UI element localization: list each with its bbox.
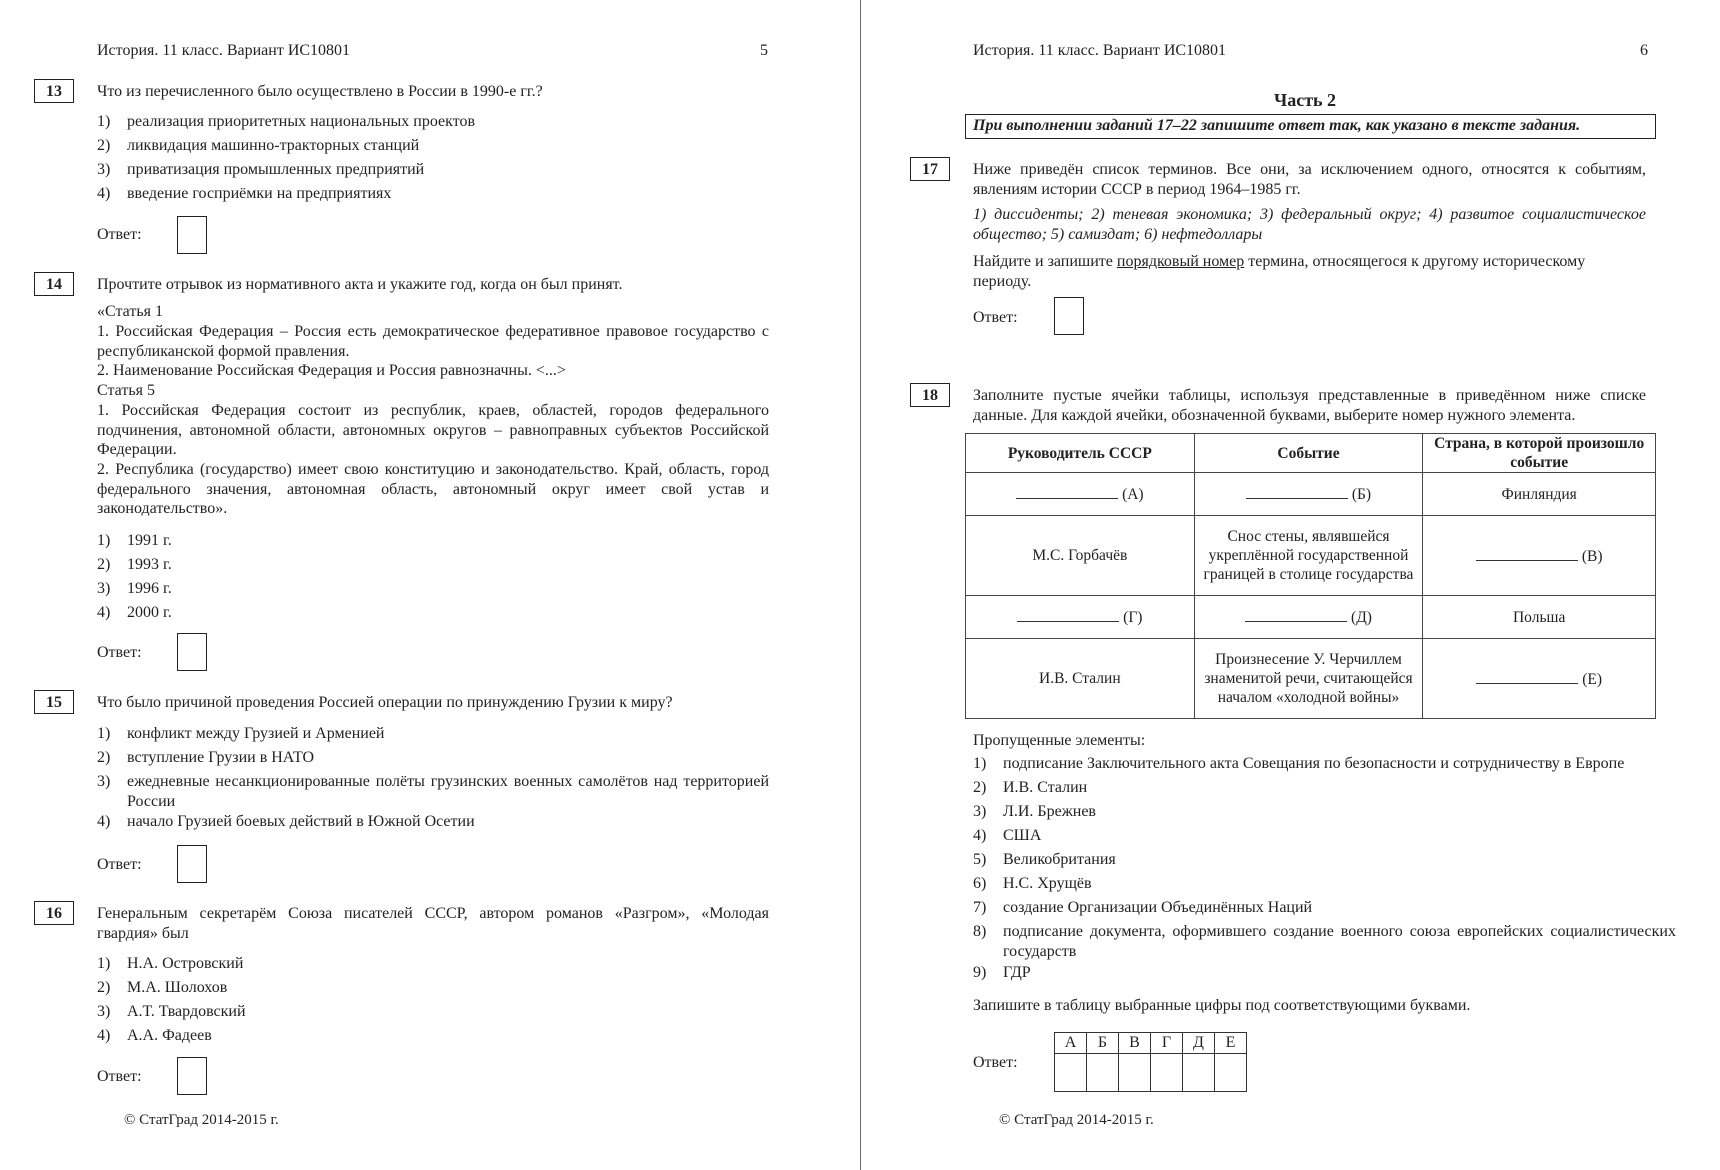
table-header: Страна, в которой произошло событие: [1423, 434, 1656, 473]
option-number: 2): [97, 749, 111, 766]
table-cell-blank[interactable]: [966, 473, 1195, 516]
excerpt-paragraph: 1. Российская Федерация состоит из республик, краев, областей, городов федерального подчинения, автономной области, автономных округов – равноправных субъектов Российской Федерации.: [97, 402, 769, 458]
table-cell: И.В. Сталин: [966, 639, 1195, 719]
q16-option-2[interactable]: [97, 978, 227, 998]
q13-option-4[interactable]: [97, 184, 391, 204]
item-number: 8): [973, 923, 987, 940]
option-text: А.Т. Твардовский: [127, 1003, 246, 1020]
question-number-18: 18: [910, 383, 950, 407]
page-header-title: История. 11 класс. Вариант ИС10801: [97, 42, 351, 59]
grid-letter: Б: [1087, 1033, 1119, 1054]
q15-option-1[interactable]: [97, 724, 384, 744]
item-text: И.В. Сталин: [1003, 779, 1088, 796]
grid-letter: Д: [1183, 1033, 1215, 1054]
question-number-17: 17: [910, 157, 950, 181]
footer-copyright: © СтатГрад 2014-2015 г.: [999, 1112, 1154, 1128]
option-number: 4): [97, 185, 111, 202]
option-text: Н.А. Островский: [127, 955, 244, 972]
answer-label: Ответ:: [97, 856, 142, 873]
item-text: подписание Заключительного акта Совещания по безопасности и сотрудничеству в Европе: [1003, 755, 1625, 772]
item-text: создание Организации Объединённых Наций: [1003, 899, 1313, 916]
grid-answer-cell[interactable]: [1055, 1054, 1087, 1092]
cell-letter: (Г): [1123, 609, 1143, 626]
q13-answer-box[interactable]: [177, 216, 207, 254]
footer-copyright: © СтатГрад 2014-2015 г.: [124, 1112, 279, 1128]
missing-item: [973, 898, 1312, 918]
option-text: вступление Грузии в НАТО: [127, 749, 315, 766]
q16-option-1[interactable]: [97, 954, 243, 974]
missing-item: [973, 850, 1116, 870]
excerpt-line: «Статья 1: [97, 303, 163, 320]
task-text: Найдите и запишите: [973, 253, 1117, 270]
question-17-text: Ниже приведён список терминов. Все они, за исключением одного, относятся к событиям, явлениям истории СССР в период 1964–1985 гг.: [973, 161, 1646, 198]
option-number: 2): [97, 137, 111, 154]
table-cell-blank[interactable]: [1423, 639, 1656, 719]
question-number-16: 16: [34, 901, 74, 925]
grid-answer-cell[interactable]: [1087, 1054, 1119, 1092]
grid-letter: Е: [1215, 1033, 1247, 1054]
missing-elements-title: Пропущенные элементы:: [973, 732, 1146, 749]
missing-item: [973, 778, 1087, 798]
option-number: 3): [97, 773, 111, 790]
answer-label: Ответ:: [97, 644, 142, 661]
option-number: 4): [97, 604, 111, 621]
excerpt-line: Статья 5: [97, 382, 155, 399]
answer-label: Ответ:: [973, 1054, 1018, 1071]
table-cell-blank[interactable]: [1194, 473, 1423, 516]
q14-answer-box[interactable]: [177, 633, 207, 671]
item-number: 9): [973, 964, 987, 981]
cell-letter: (Б): [1351, 486, 1372, 503]
question-number-13: 13: [34, 79, 74, 103]
question-number-15: 15: [34, 690, 74, 714]
option-number: 1): [97, 532, 111, 549]
table-row: [966, 473, 1656, 516]
cell-letter: (Е): [1582, 670, 1603, 688]
option-number: 2): [97, 556, 111, 573]
table-cell: Финляндия: [1423, 473, 1656, 516]
q16-option-4[interactable]: [97, 1026, 212, 1046]
page-divider: [860, 0, 861, 1170]
page-header-title: История. 11 класс. Вариант ИС10801: [973, 42, 1227, 59]
option-text: 1993 г.: [127, 556, 172, 573]
missing-item: [973, 754, 1676, 774]
grid-answer-cell[interactable]: [1119, 1054, 1151, 1092]
option-text: введение госприёмки на предприятиях: [127, 185, 392, 202]
option-number: 3): [97, 580, 111, 597]
question-17-terms: 1) диссиденты; 2) теневая экономика; 3) федеральный округ; 4) развитое социалистическое общество; 5) самиздат; 6) нефтедоллары: [973, 206, 1646, 243]
question-15-text: Что было причиной проведения Россией операции по принуждению Грузии к миру?: [97, 694, 673, 711]
part-title: Часть 2: [1274, 90, 1337, 110]
item-number: 6): [973, 875, 987, 892]
answer-grid[interactable]: [1054, 1032, 1247, 1092]
table-header: Событие: [1194, 434, 1423, 473]
option-number: 1): [97, 725, 111, 742]
item-text: США: [1003, 827, 1042, 844]
option-text: 2000 г.: [127, 604, 172, 621]
grid-letter: Г: [1151, 1033, 1183, 1054]
option-text: ежедневные несанкционированные полёты грузинских военных самолётов над территорией России: [127, 773, 769, 810]
q16-answer-box[interactable]: [177, 1057, 207, 1095]
question-13-text: Что из перечисленного было осуществлено в России в 1990-е гг.?: [97, 83, 543, 100]
item-text: подписание документа, оформившего создание военного союза европейских социалистических государств: [1003, 923, 1676, 960]
cell-letter: (Д): [1351, 609, 1372, 626]
item-text: Великобритания: [1003, 851, 1116, 868]
cell-letter: (В): [1581, 547, 1603, 565]
q15-option-3[interactable]: [97, 772, 769, 811]
item-number: 5): [973, 851, 987, 868]
option-number: 3): [97, 161, 111, 178]
task-underlined-text: порядковый номер: [1116, 253, 1245, 270]
q15-option-4[interactable]: [97, 812, 475, 832]
missing-item: [973, 963, 1031, 983]
table-cell-blank[interactable]: [1194, 596, 1423, 639]
missing-item: [973, 802, 1096, 822]
question-14-text: Прочтите отрывок из нормативного акта и укажите год, когда он был принят.: [97, 276, 623, 293]
option-text: реализация приоритетных национальных проектов: [127, 113, 476, 130]
excerpt-paragraph: 2. Республика (государство) имеет свою конституцию и законодательство. Край, область, город федерального значения, автономная область, автономный округ имеет свой устав и законодательство».: [97, 461, 769, 517]
item-number: 2): [973, 779, 987, 796]
table-row: [966, 639, 1656, 719]
instruction-box: При выполнении заданий 17–22 запишите ответ так, как указано в тексте задания.: [965, 114, 1656, 139]
table-cell: Польша: [1423, 596, 1656, 639]
item-text: ГДР: [1003, 964, 1031, 981]
q15-answer-box[interactable]: [177, 845, 207, 883]
option-number: 4): [97, 813, 111, 830]
option-number: 2): [97, 979, 111, 996]
write-instruction: Запишите в таблицу выбранные цифры под соответствующими буквами.: [973, 997, 1471, 1014]
item-number: 1): [973, 755, 987, 772]
q13-option-1[interactable]: [97, 112, 475, 132]
option-number: 1): [97, 955, 111, 972]
missing-item: [973, 826, 1041, 846]
answer-label: Ответ:: [97, 1068, 142, 1085]
item-text: Л.И. Брежнев: [1003, 803, 1096, 820]
q13-option-3[interactable]: [97, 160, 424, 180]
grid-answer-cell[interactable]: [1183, 1054, 1215, 1092]
table-cell: Произнесение У. Черчиллем знаменитой речи, считающейся началом «холодной войны»: [1194, 639, 1423, 719]
table-row: [966, 596, 1656, 639]
option-text: 1991 г.: [127, 532, 172, 549]
item-number: 3): [973, 803, 987, 820]
q15-option-2[interactable]: [97, 748, 314, 768]
option-number: 3): [97, 1003, 111, 1020]
table-header: Руководитель СССР: [966, 434, 1195, 473]
table-row: [966, 516, 1656, 596]
q13-option-2[interactable]: [97, 136, 419, 156]
grid-answer-cell[interactable]: [1215, 1054, 1247, 1092]
table-cell-blank[interactable]: [966, 596, 1195, 639]
option-text: приватизация промышленных предприятий: [127, 161, 425, 178]
missing-item: [973, 874, 1092, 894]
option-number: 1): [97, 113, 111, 130]
q17-answer-box[interactable]: [1054, 297, 1084, 335]
q14-option-3[interactable]: [97, 579, 172, 599]
item-number: 7): [973, 899, 987, 916]
option-text: ликвидация машинно-тракторных станций: [127, 137, 420, 154]
answer-label: Ответ:: [973, 309, 1018, 326]
q16-option-3[interactable]: [97, 1002, 246, 1022]
option-text: конфликт между Грузией и Арменией: [127, 725, 385, 742]
q14-option-4[interactable]: [97, 603, 172, 623]
grid-answer-cell[interactable]: [1151, 1054, 1183, 1092]
option-text: начало Грузией боевых действий в Южной Осетии: [127, 813, 475, 830]
q14-option-2[interactable]: [97, 555, 172, 575]
option-text: М.А. Шолохов: [127, 979, 228, 996]
option-text: А.А. Фадеев: [127, 1027, 212, 1044]
table-cell: М.С. Горбачёв: [966, 516, 1195, 596]
page-number: 6: [1640, 42, 1648, 59]
grid-letter: А: [1055, 1033, 1087, 1054]
table-cell: Снос стены, являвшейся укреплённой государственной границей в столице государства: [1194, 516, 1423, 596]
item-text: Н.С. Хрущёв: [1003, 875, 1092, 892]
cell-letter: (А): [1122, 486, 1144, 503]
q14-option-1[interactable]: [97, 531, 172, 551]
item-number: 4): [973, 827, 987, 844]
excerpt-line: 2. Наименование Российская Федерация и Россия равнозначны. <...>: [97, 362, 566, 379]
question-number-14: 14: [34, 272, 74, 296]
events-table: [965, 433, 1656, 719]
option-text: 1996 г.: [127, 580, 172, 597]
question-16-text: Генеральным секретарём Союза писателей СССР, автором романов «Разгром», «Молодая гвардия» был: [97, 905, 769, 942]
table-cell-blank[interactable]: [1423, 516, 1656, 596]
option-number: 4): [97, 1027, 111, 1044]
task-text: термина, относящегося к другому историческому периоду.: [973, 253, 1586, 290]
question-18-text: Заполните пустые ячейки таблицы, используя представленные в приведённом ниже списке данные. Для каждой ячейки, обозначенной буквами, выберите номер нужного элемента.: [973, 387, 1646, 424]
answer-label: Ответ:: [97, 226, 142, 243]
page-number: 5: [760, 42, 768, 59]
right-page: [862, 0, 1720, 1170]
missing-item: [973, 922, 1676, 961]
excerpt-paragraph: 1. Российская Федерация – Россия есть демократическое федеративное правовое государство с республиканской формой правления.: [97, 323, 769, 360]
grid-letter: В: [1119, 1033, 1151, 1054]
question-17-task: [973, 252, 1646, 291]
